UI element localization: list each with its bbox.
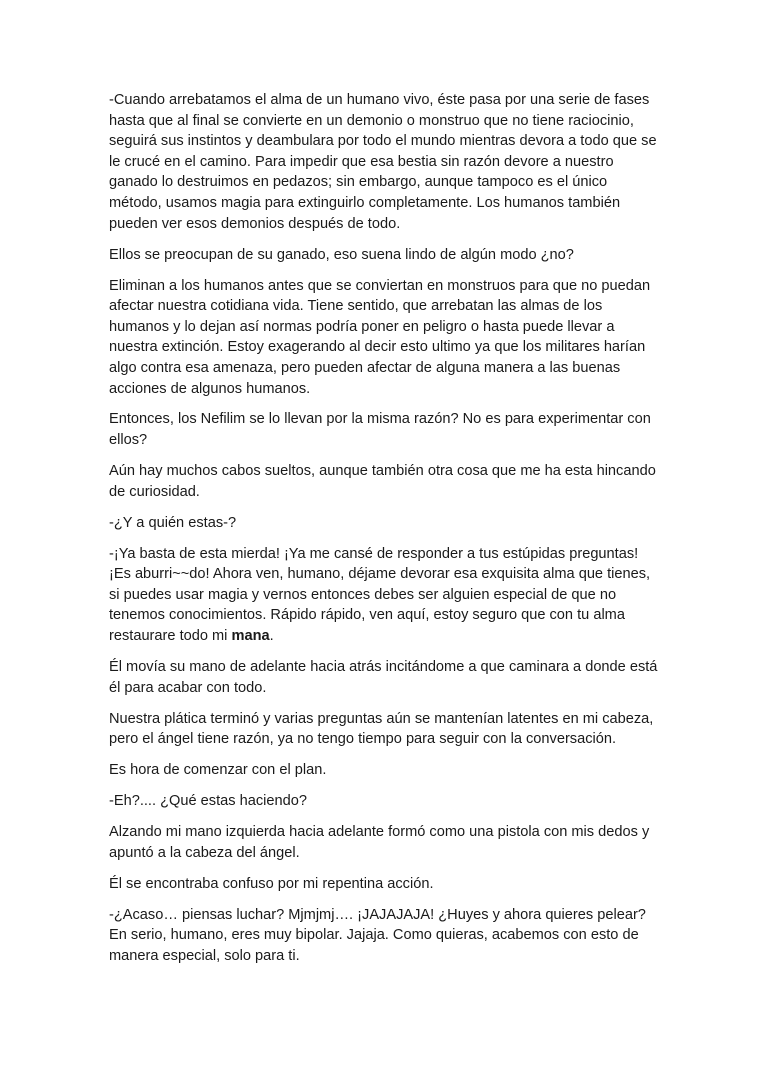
paragraph-1: -Cuando arrebatamos el alma de un humano vivo, éste pasa por una serie de fases hasta que al final se convierte en un demonio o monstruo que no tiene raciocinio, seguirá sus instintos y deambulara por todo el mundo mientras devora a todo que se le crucé en el camino. Para impedir que esa bestia sin razón devore a nuestro ganado lo destruimos en pedazos; sin embargo, aunque tampoco es el único método, usamos magia para extinguirlo completamente. Los humanos también pueden ver esos demonios después de todo. <box>109 92 657 232</box>
bold-word-mana: mana <box>231 628 270 644</box>
paragraph-13: Él se encontraba confuso por mi repentina acción. <box>109 875 434 892</box>
paragraph-6: -¿Y a quién estas-? <box>109 514 237 531</box>
paragraph-9: Nuestra plática terminó y varias preguntas aún se mantenían latentes en mi cabeza, pero el ángel tiene razón, ya no tengo tiempo para seguir con la conversación. <box>109 710 654 748</box>
document-page <box>109 90 661 977</box>
paragraph-7 <box>109 544 661 647</box>
paragraph-3: Eliminan a los humanos antes que se conviertan en monstruos para que no puedan afectar nuestra cotidiana vida. Tiene sentido, que arrebatan las almas de los humanos y lo dejan así normas podría poner en peligro o hasta puede llevar a nuestra extinción. Estoy exagerando al decir esto ultimo ya que los militares harían algo contra esa amenaza, pero pueden afectar de alguna manera a las buenas acciones de algunos humanos. <box>109 277 651 397</box>
paragraph-5: Aún hay muchos cabos sueltos, aunque también otra cosa que me ha esta hincando de curiosidad. <box>109 463 656 500</box>
paragraph-4: Entonces, los Nefilim se lo llevan por la misma razón? No es para experimentar con ellos? <box>109 411 651 449</box>
paragraph-8: Él movía su mano de adelante hacia atrás incitándome a que caminara a donde está él para acabar con todo. <box>109 658 658 696</box>
paragraph-7-end: . <box>269 628 274 644</box>
paragraph-7-text: -¡Ya basta de esta mierda! ¡Ya me cansé de responder a tus estúpidas preguntas! ¡Es aburri~~do! Ahora ven, humano, déjame devorar esa exquisita alma que tienes, si puedes usar magia y vernos entonces debes ser alguien especial de que no tenemos conocimientos. Rápido rápido, ven aquí, estoy seguro que con tu alma restaurare todo mi <box>109 545 651 644</box>
paragraph-10: Es hora de comenzar con el plan. <box>109 762 327 779</box>
paragraph-14: -¿Acaso… piensas luchar? Mjmjmj…. ¡JAJAJAJA! ¿Huyes y ahora quieres pelear? En serio, humano, eres muy bipolar. Jajaja. Como quieras, acabemos con esto de manera especial, solo para ti. <box>109 906 646 964</box>
paragraph-11: -Eh?.... ¿Qué estas haciendo? <box>109 793 307 810</box>
paragraph-12: Alzando mi mano izquierda hacia adelante formó como una pistola con mis dedos y apuntó a la cabeza del ángel. <box>109 824 650 861</box>
paragraph-2: Ellos se preocupan de su ganado, eso suena lindo de algún modo ¿no? <box>109 246 574 263</box>
